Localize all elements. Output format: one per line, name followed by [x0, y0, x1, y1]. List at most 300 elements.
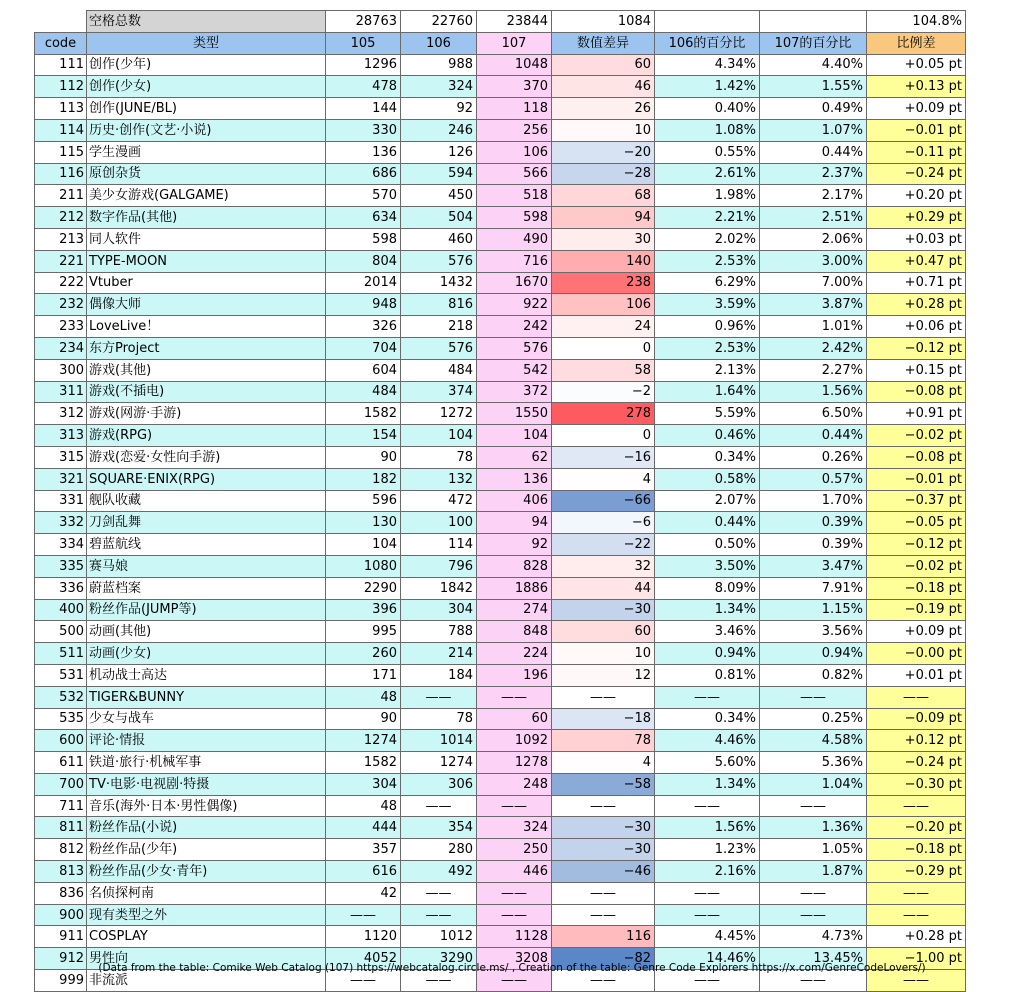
row-pct-106: 1.08% [655, 119, 760, 141]
row-value-107: 250 [477, 839, 552, 861]
row-genre-name: 游戏(其他) [87, 359, 326, 381]
table-row [35, 555, 966, 577]
row-pct-106: 4.34% [655, 54, 760, 76]
row-pct-107: 3.56% [760, 621, 867, 643]
row-genre-name: 创作(少年) [87, 54, 326, 76]
table-row [35, 54, 966, 76]
row-diff: 46 [552, 76, 655, 98]
summary-empty-107pct [760, 11, 867, 33]
row-code: 911 [35, 926, 87, 948]
row-diff: 4 [552, 752, 655, 774]
row-diff: 60 [552, 54, 655, 76]
row-code: 400 [35, 599, 87, 621]
row-value-105: 2290 [326, 577, 401, 599]
row-pct-107: —— [760, 882, 867, 904]
row-value-105: 596 [326, 490, 401, 512]
table-row [35, 425, 966, 447]
row-value-107: 716 [477, 250, 552, 272]
row-value-106: 594 [401, 163, 477, 185]
row-diff: —— [552, 686, 655, 708]
row-value-107: 104 [477, 425, 552, 447]
table-row [35, 272, 966, 294]
row-pct-diff: −0.37 pt [867, 490, 966, 512]
row-pct-diff: +0.05 pt [867, 54, 966, 76]
row-pct-diff: −0.02 pt [867, 555, 966, 577]
row-diff: −30 [552, 599, 655, 621]
row-pct-107: 2.06% [760, 228, 867, 250]
row-pct-diff: +0.47 pt [867, 250, 966, 272]
row-pct-107: 0.94% [760, 643, 867, 665]
table-row [35, 446, 966, 468]
row-value-106: 450 [401, 185, 477, 207]
row-pct-diff: —— [867, 904, 966, 926]
row-diff: −6 [552, 512, 655, 534]
row-code: 912 [35, 948, 87, 970]
row-value-106: 324 [401, 76, 477, 98]
row-pct-diff: −0.24 pt [867, 163, 966, 185]
row-value-106: 460 [401, 228, 477, 250]
row-genre-name: 评论·情报 [87, 730, 326, 752]
row-pct-diff: +0.12 pt [867, 730, 966, 752]
row-value-105: 90 [326, 708, 401, 730]
row-value-106: 114 [401, 534, 477, 556]
row-value-107: 256 [477, 119, 552, 141]
row-diff: —— [552, 795, 655, 817]
row-value-107: 136 [477, 468, 552, 490]
row-code: 812 [35, 839, 87, 861]
row-value-106: 816 [401, 294, 477, 316]
row-genre-name: Vtuber [87, 272, 326, 294]
row-genre-name: 机动战士高达 [87, 664, 326, 686]
row-genre-name: 创作(少女) [87, 76, 326, 98]
row-code: 331 [35, 490, 87, 512]
row-diff: −82 [552, 948, 655, 970]
row-pct-106: 0.34% [655, 708, 760, 730]
row-diff: −58 [552, 773, 655, 795]
row-value-106: 126 [401, 141, 477, 163]
row-code: 900 [35, 904, 87, 926]
row-code: 115 [35, 141, 87, 163]
row-pct-107: —— [760, 970, 867, 992]
row-pct-diff: —— [867, 970, 966, 992]
row-value-105: 478 [326, 76, 401, 98]
header-ratio-diff: 比例差 [867, 32, 966, 54]
row-code: 211 [35, 185, 87, 207]
row-value-105: 130 [326, 512, 401, 534]
row-code: 111 [35, 54, 87, 76]
row-value-106: 374 [401, 381, 477, 403]
row-value-107: 922 [477, 294, 552, 316]
summary-diff: 1084 [552, 11, 655, 33]
row-value-106: —— [401, 882, 477, 904]
row-diff: 44 [552, 577, 655, 599]
row-pct-106: 5.60% [655, 752, 760, 774]
row-value-107: 118 [477, 98, 552, 120]
row-genre-name: LoveLive！ [87, 316, 326, 338]
row-value-105: —— [326, 970, 401, 992]
row-value-106: 218 [401, 316, 477, 338]
row-value-107: —— [477, 904, 552, 926]
row-pct-diff: +0.06 pt [867, 316, 966, 338]
row-value-105: 1080 [326, 555, 401, 577]
row-pct-106: —— [655, 904, 760, 926]
row-pct-diff: +0.28 pt [867, 294, 966, 316]
row-value-105: 1582 [326, 403, 401, 425]
row-pct-107: 2.42% [760, 337, 867, 359]
row-pct-106: 0.44% [655, 512, 760, 534]
row-value-107: 62 [477, 446, 552, 468]
row-diff: 24 [552, 316, 655, 338]
row-pct-107: 2.37% [760, 163, 867, 185]
row-code: 611 [35, 752, 87, 774]
row-pct-106: 2.53% [655, 337, 760, 359]
table-row [35, 752, 966, 774]
row-genre-name: 创作(JUNE/BL) [87, 98, 326, 120]
row-value-107: —— [477, 686, 552, 708]
source-footnote: (Data from the table: Comike Web Catalog (107) https://webcatalog.circle.ms/ , Creation of the table: Genre Code Explorers https://x.com/GenreCodeLovers/) [98, 962, 926, 974]
row-pct-106: 2.53% [655, 250, 760, 272]
row-value-107: 848 [477, 621, 552, 643]
row-pct-diff: −0.01 pt [867, 468, 966, 490]
row-code: 300 [35, 359, 87, 381]
row-value-105: 304 [326, 773, 401, 795]
row-value-107: —— [477, 795, 552, 817]
table-row [35, 207, 966, 229]
row-code: 700 [35, 773, 87, 795]
row-pct-106: 2.02% [655, 228, 760, 250]
row-genre-name: 粉丝作品(JUMP等) [87, 599, 326, 621]
row-pct-diff: +0.20 pt [867, 185, 966, 207]
header-row [35, 32, 966, 54]
row-diff: 60 [552, 621, 655, 643]
row-pct-106: 0.96% [655, 316, 760, 338]
row-code: 335 [35, 555, 87, 577]
row-value-105: 1296 [326, 54, 401, 76]
row-code: 511 [35, 643, 87, 665]
row-pct-diff: −0.09 pt [867, 708, 966, 730]
row-value-106: 576 [401, 250, 477, 272]
row-pct-106: 4.46% [655, 730, 760, 752]
table-row [35, 250, 966, 272]
row-value-105: 704 [326, 337, 401, 359]
row-diff: —— [552, 882, 655, 904]
row-value-105: 484 [326, 381, 401, 403]
table-row [35, 381, 966, 403]
row-diff: 58 [552, 359, 655, 381]
table-row [35, 98, 966, 120]
row-value-106: 988 [401, 54, 477, 76]
row-code: 233 [35, 316, 87, 338]
table-row [35, 664, 966, 686]
row-diff: 78 [552, 730, 655, 752]
row-pct-diff: +0.09 pt [867, 621, 966, 643]
row-pct-diff: −1.00 pt [867, 948, 966, 970]
row-genre-name: 舰队收藏 [87, 490, 326, 512]
header-105: 105 [326, 32, 401, 54]
row-pct-diff: −0.00 pt [867, 643, 966, 665]
header-diff: 数值差异 [552, 32, 655, 54]
row-pct-107: 3.47% [760, 555, 867, 577]
row-pct-107: 1.87% [760, 861, 867, 883]
row-genre-name: 游戏(网游·手游) [87, 403, 326, 425]
table-row [35, 861, 966, 883]
genre-table [34, 10, 966, 992]
row-value-105: 598 [326, 228, 401, 250]
table-row [35, 359, 966, 381]
row-code: 114 [35, 119, 87, 141]
table-row [35, 141, 966, 163]
row-code: 811 [35, 817, 87, 839]
row-diff: −46 [552, 861, 655, 883]
table-row [35, 686, 966, 708]
row-pct-107: 0.39% [760, 534, 867, 556]
row-genre-name: 碧蓝航线 [87, 534, 326, 556]
row-diff: −28 [552, 163, 655, 185]
row-pct-106: 1.23% [655, 839, 760, 861]
table-row [35, 773, 966, 795]
row-diff: —— [552, 970, 655, 992]
table-row [35, 817, 966, 839]
row-value-106: 1272 [401, 403, 477, 425]
row-value-105: 570 [326, 185, 401, 207]
row-pct-diff: −0.11 pt [867, 141, 966, 163]
row-value-105: 104 [326, 534, 401, 556]
row-pct-diff: +0.09 pt [867, 98, 966, 120]
table-row [35, 708, 966, 730]
row-code: 813 [35, 861, 87, 883]
row-value-106: 306 [401, 773, 477, 795]
row-value-106: —— [401, 904, 477, 926]
row-pct-107: 3.00% [760, 250, 867, 272]
table-row [35, 643, 966, 665]
row-pct-diff: −0.19 pt [867, 599, 966, 621]
row-pct-107: 0.25% [760, 708, 867, 730]
row-genre-name: TIGER&BUNNY [87, 686, 326, 708]
row-pct-106: 1.98% [655, 185, 760, 207]
row-value-107: 598 [477, 207, 552, 229]
row-value-105: 144 [326, 98, 401, 120]
row-pct-106: 0.55% [655, 141, 760, 163]
row-genre-name: 学生漫画 [87, 141, 326, 163]
row-pct-106: 0.34% [655, 446, 760, 468]
row-pct-diff: +0.71 pt [867, 272, 966, 294]
row-value-107: 1048 [477, 54, 552, 76]
table-row [35, 577, 966, 599]
row-pct-107: 1.70% [760, 490, 867, 512]
row-value-105: 48 [326, 795, 401, 817]
row-pct-107: 0.49% [760, 98, 867, 120]
row-value-105: 948 [326, 294, 401, 316]
row-pct-107: 1.04% [760, 773, 867, 795]
row-pct-107: 1.01% [760, 316, 867, 338]
row-value-107: 224 [477, 643, 552, 665]
row-value-107: 370 [477, 76, 552, 98]
row-value-106: 78 [401, 446, 477, 468]
row-pct-diff: —— [867, 686, 966, 708]
row-pct-107: 0.44% [760, 141, 867, 163]
row-value-105: 804 [326, 250, 401, 272]
row-value-106: 504 [401, 207, 477, 229]
summary-105: 28763 [326, 11, 401, 33]
row-pct-107: 6.50% [760, 403, 867, 425]
row-value-106: 184 [401, 664, 477, 686]
row-value-107: 1128 [477, 926, 552, 948]
table-row [35, 337, 966, 359]
row-value-107: 1670 [477, 272, 552, 294]
row-pct-diff: +0.15 pt [867, 359, 966, 381]
row-value-107: 576 [477, 337, 552, 359]
row-pct-106: 3.46% [655, 621, 760, 643]
row-pct-106: 0.94% [655, 643, 760, 665]
row-pct-diff: —— [867, 795, 966, 817]
row-value-106: —— [401, 686, 477, 708]
row-genre-name: 游戏(恋爱·女性向手游) [87, 446, 326, 468]
row-value-106: 1274 [401, 752, 477, 774]
row-pct-106: 6.29% [655, 272, 760, 294]
row-diff: −20 [552, 141, 655, 163]
genre-table-wrapper [34, 10, 965, 992]
row-pct-107: 2.17% [760, 185, 867, 207]
row-value-105: 396 [326, 599, 401, 621]
row-genre-name: COSPLAY [87, 926, 326, 948]
table-row [35, 294, 966, 316]
row-diff: 106 [552, 294, 655, 316]
header-code: code [35, 32, 87, 54]
row-value-106: 304 [401, 599, 477, 621]
row-pct-diff: +0.91 pt [867, 403, 966, 425]
table-row [35, 904, 966, 926]
summary-empty-106pct [655, 11, 760, 33]
table-row [35, 163, 966, 185]
row-code: 232 [35, 294, 87, 316]
row-value-106: 92 [401, 98, 477, 120]
row-pct-106: —— [655, 795, 760, 817]
row-genre-name: 音乐(海外·日本·男性偶像) [87, 795, 326, 817]
row-pct-diff: +0.29 pt [867, 207, 966, 229]
row-pct-diff: +0.01 pt [867, 664, 966, 686]
row-pct-107: 4.40% [760, 54, 867, 76]
row-diff: 94 [552, 207, 655, 229]
row-value-106: 796 [401, 555, 477, 577]
row-pct-106: 1.42% [655, 76, 760, 98]
row-code: 213 [35, 228, 87, 250]
row-value-105: 4052 [326, 948, 401, 970]
row-pct-diff: +0.28 pt [867, 926, 966, 948]
row-pct-106: —— [655, 686, 760, 708]
row-value-106: 492 [401, 861, 477, 883]
row-code: 315 [35, 446, 87, 468]
row-value-105: 48 [326, 686, 401, 708]
row-value-107: 1278 [477, 752, 552, 774]
row-value-105: 616 [326, 861, 401, 883]
row-code: 532 [35, 686, 87, 708]
table-row [35, 599, 966, 621]
row-pct-107: 0.57% [760, 468, 867, 490]
row-value-107: 106 [477, 141, 552, 163]
row-genre-name: 铁道·旅行·机械军事 [87, 752, 326, 774]
row-value-105: 1120 [326, 926, 401, 948]
row-value-106: —— [401, 795, 477, 817]
row-value-107: 1886 [477, 577, 552, 599]
row-genre-name: 粉丝作品(少女·青年) [87, 861, 326, 883]
row-pct-106: 3.59% [655, 294, 760, 316]
row-pct-106: 1.34% [655, 773, 760, 795]
row-pct-106: 2.21% [655, 207, 760, 229]
table-row [35, 839, 966, 861]
row-genre-name: TV·电影·电视剧·特摄 [87, 773, 326, 795]
row-value-106: —— [401, 970, 477, 992]
row-genre-name: 偶像大师 [87, 294, 326, 316]
row-pct-106: 2.07% [655, 490, 760, 512]
row-code: 836 [35, 882, 87, 904]
row-diff: 140 [552, 250, 655, 272]
row-code: 313 [35, 425, 87, 447]
row-diff: −30 [552, 839, 655, 861]
row-code: 535 [35, 708, 87, 730]
table-row [35, 403, 966, 425]
row-diff: 10 [552, 643, 655, 665]
row-value-105: 2014 [326, 272, 401, 294]
row-diff: —— [552, 904, 655, 926]
row-code: 212 [35, 207, 87, 229]
row-value-105: 330 [326, 119, 401, 141]
table-row [35, 76, 966, 98]
table-row [35, 185, 966, 207]
row-pct-diff: −0.08 pt [867, 446, 966, 468]
row-code: 312 [35, 403, 87, 425]
row-genre-name: 非流派 [87, 970, 326, 992]
table-row [35, 621, 966, 643]
row-pct-107: 0.26% [760, 446, 867, 468]
row-diff: −30 [552, 817, 655, 839]
row-value-107: 372 [477, 381, 552, 403]
row-pct-106: 5.59% [655, 403, 760, 425]
row-value-107: 94 [477, 512, 552, 534]
row-genre-name: 名侦探柯南 [87, 882, 326, 904]
row-value-106: 214 [401, 643, 477, 665]
row-genre-name: 蔚蓝档案 [87, 577, 326, 599]
row-diff: 116 [552, 926, 655, 948]
row-value-105: 1274 [326, 730, 401, 752]
row-pct-107: 13.45% [760, 948, 867, 970]
row-genre-name: 历史·创作(文艺·小说) [87, 119, 326, 141]
row-value-106: 132 [401, 468, 477, 490]
row-value-106: 246 [401, 119, 477, 141]
row-pct-107: —— [760, 904, 867, 926]
row-genre-name: 男性向 [87, 948, 326, 970]
row-pct-107: 1.07% [760, 119, 867, 141]
row-pct-106: 4.45% [655, 926, 760, 948]
table-row [35, 512, 966, 534]
row-pct-106: —— [655, 882, 760, 904]
row-value-107: 1550 [477, 403, 552, 425]
row-value-107: 446 [477, 861, 552, 883]
row-value-106: 280 [401, 839, 477, 861]
header-genre: 类型 [87, 32, 326, 54]
row-value-106: 78 [401, 708, 477, 730]
row-value-105: 995 [326, 621, 401, 643]
row-value-106: 100 [401, 512, 477, 534]
row-code: 221 [35, 250, 87, 272]
table-row [35, 468, 966, 490]
row-genre-name: 动画(其他) [87, 621, 326, 643]
row-code: 112 [35, 76, 87, 98]
row-value-105: 686 [326, 163, 401, 185]
row-pct-106: 8.09% [655, 577, 760, 599]
row-code: 113 [35, 98, 87, 120]
summary-ratio: 104.8% [867, 11, 966, 33]
row-code: 332 [35, 512, 87, 534]
